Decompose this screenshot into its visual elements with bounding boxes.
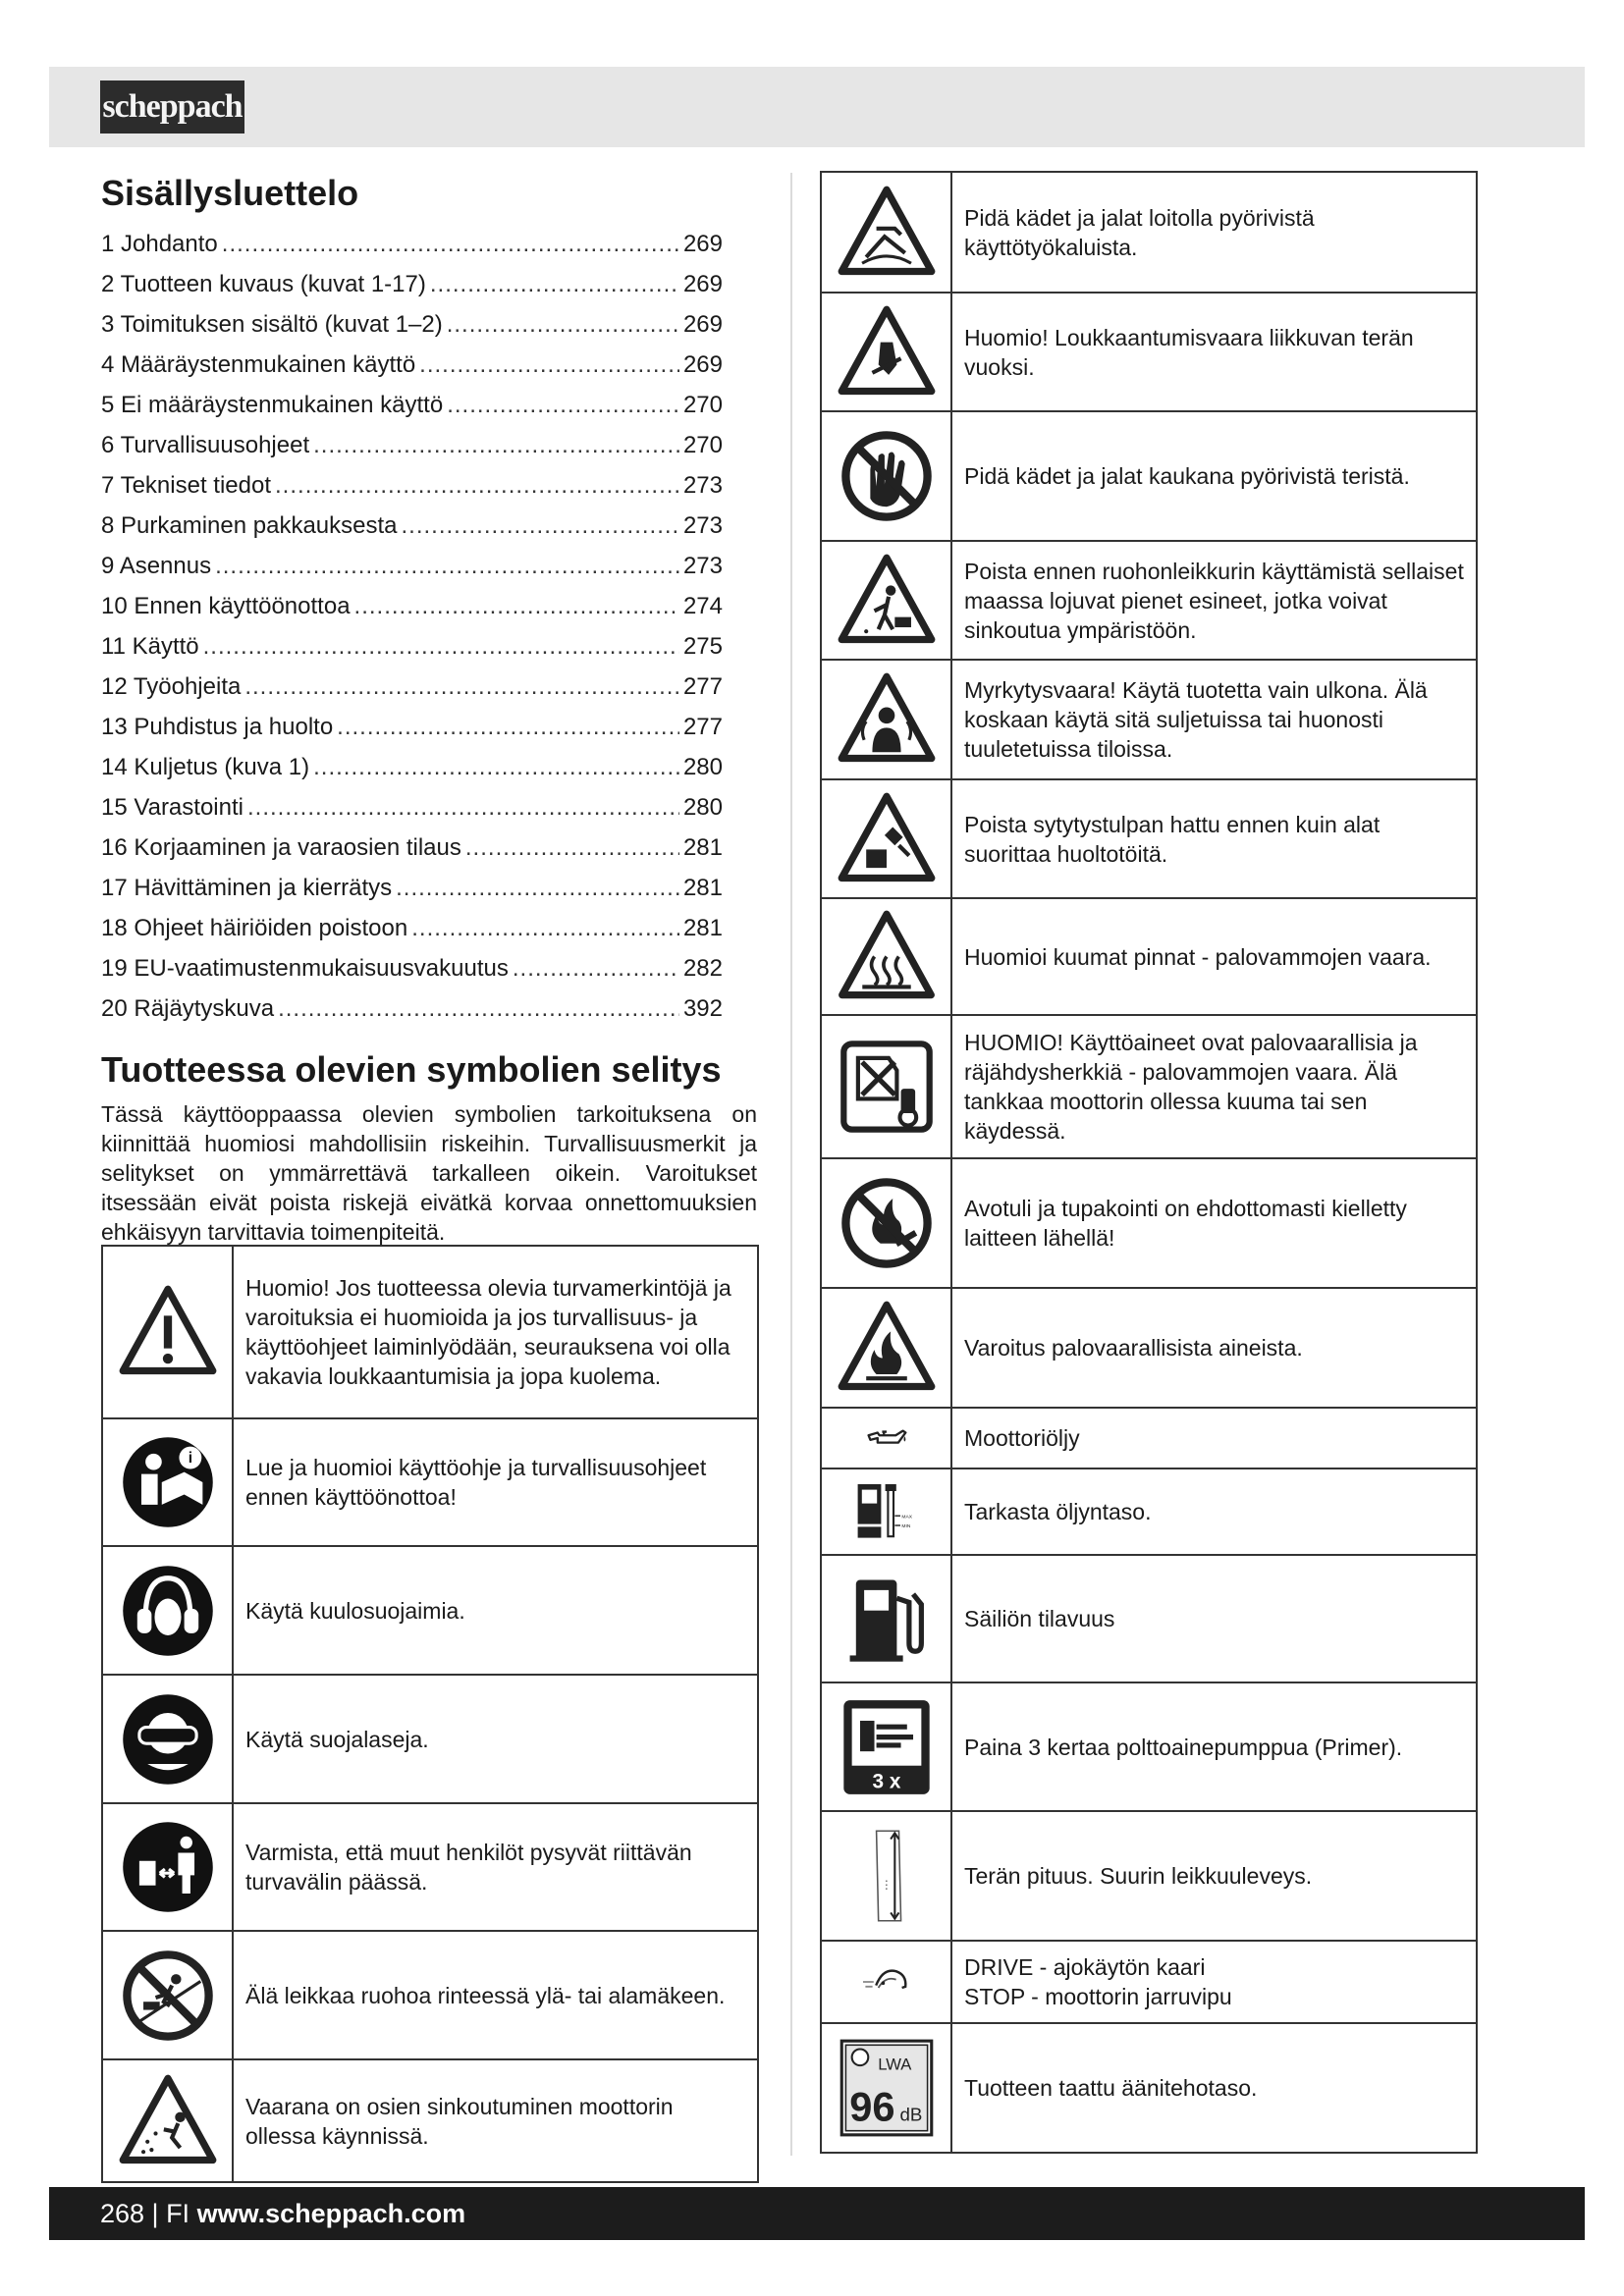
symbol-icon-cell xyxy=(821,660,951,779)
toc-item-title: 9 Asennus xyxy=(101,553,212,579)
flammable-icon xyxy=(836,1297,938,1399)
header-bar xyxy=(49,67,1585,147)
svg-text:3 x: 3 x xyxy=(872,1770,900,1793)
symbol-icon-cell xyxy=(821,779,951,898)
toc-item-title: 8 Purkaminen pakkauksesta xyxy=(101,512,398,539)
svg-text:96: 96 xyxy=(848,2083,895,2130)
toc-leader xyxy=(513,948,679,988)
toc-item xyxy=(101,345,723,385)
toc-item-page: 277 xyxy=(682,673,723,700)
toc-item-page: 392 xyxy=(682,995,723,1022)
toc-item-title: 14 Kuljetus (kuva 1) xyxy=(101,754,310,780)
toc-item xyxy=(101,667,723,707)
symbol-row xyxy=(821,1288,1477,1408)
symbol-description: Terän pituus. Suurin leikkuuleveys. xyxy=(951,1811,1477,1941)
footer-page: 268 | FI xyxy=(100,2199,197,2228)
symbol-row xyxy=(102,2059,758,2182)
symbol-row xyxy=(102,1418,758,1546)
remove-objects-icon xyxy=(836,550,938,652)
toxic-fumes-icon xyxy=(836,668,938,771)
symbol-description: Varoitus palovaarallisista aineista. xyxy=(951,1288,1477,1408)
toc-item-page: 273 xyxy=(682,553,723,579)
toc-item-title: 18 Ohjeet häiriöiden poistoon xyxy=(101,915,408,941)
symbol-description: Käytä suojalaseja. xyxy=(233,1675,758,1803)
symbol-row xyxy=(821,1468,1477,1555)
symbol-icon-cell xyxy=(102,1246,233,1418)
toc-item-page: 280 xyxy=(682,754,723,780)
toc-leader xyxy=(244,667,679,707)
symbol-row xyxy=(102,1803,758,1931)
toc-item-title: 5 Ei määräystenmukainen käyttö xyxy=(101,392,444,418)
toc-leader xyxy=(278,988,679,1029)
symbol-description: Pidä kädet ja jalat kaukana pyörivistä teristä. xyxy=(951,411,1477,541)
toc-item xyxy=(101,385,723,425)
toc-item-page: 269 xyxy=(682,311,723,338)
symbol-description: Huomio! Loukkaantumisvaara liikkuvan terän vuoksi. xyxy=(951,293,1477,411)
svg-text:▪ ▪ ▪: ▪ ▪ ▪ xyxy=(882,1880,890,1891)
symbol-row xyxy=(102,1246,758,1418)
toc-item xyxy=(101,425,723,465)
symbol-row xyxy=(821,779,1477,898)
symbol-icon-cell xyxy=(821,1682,951,1811)
footer-bar xyxy=(49,2187,1585,2240)
symbol-icon-cell xyxy=(102,2059,233,2182)
svg-text:MIN: MIN xyxy=(900,1524,910,1530)
toc-leader xyxy=(411,908,679,948)
symbol-icon-cell xyxy=(821,1158,951,1288)
toc-item xyxy=(101,546,723,586)
toc-item-title: 10 Ennen käyttöönottoa xyxy=(101,593,351,619)
symbols-table-left xyxy=(101,1245,759,2183)
symbol-description: Säiliön tilavuus xyxy=(951,1555,1477,1682)
toc-leader xyxy=(215,546,679,586)
safety-goggles-icon xyxy=(117,1688,219,1790)
toc-item-title: 13 Puhdistus ja huolto xyxy=(101,714,334,740)
symbol-description: Poista sytytystulpan hattu ennen kuin alat suorittaa huoltotöitä. xyxy=(951,779,1477,898)
symbol-description: Tarkasta öljyntaso. xyxy=(951,1468,1477,1555)
symbol-row xyxy=(821,898,1477,1015)
svg-text:LWA: LWA xyxy=(877,2055,911,2074)
toc-leader xyxy=(275,465,679,506)
symbol-description: Pidä kädet ja jalat loitolla pyörivistä käyttötyökaluista. xyxy=(951,172,1477,293)
symbol-row xyxy=(821,660,1477,779)
symbol-description: DRIVE - ajokäytön kaari STOP - moottorin jarruvipu xyxy=(951,1941,1477,2023)
symbol-icon-cell xyxy=(821,1555,951,1682)
toc-item-page: 269 xyxy=(682,351,723,378)
symbol-description: Moottoriöljy xyxy=(951,1408,1477,1468)
toc-item-title: 7 Tekniset tiedot xyxy=(101,472,272,499)
symbol-description: Älä leikkaa ruohoa rinteessä ylä- tai alamäkeen. xyxy=(233,1931,758,2059)
toc-item-title: 6 Turvallisuusohjeet xyxy=(101,432,310,458)
blade-length-icon xyxy=(836,1825,938,1927)
toc-item-title: 19 EU-vaatimustenmukaisuusvakuutus xyxy=(101,955,509,982)
primer-icon xyxy=(836,1696,938,1798)
spark-plug-icon xyxy=(836,788,938,890)
svg-text:dB: dB xyxy=(899,2104,922,2125)
symbol-description: Lue ja huomioi käyttöohje ja turvallisuusohjeet ennen käyttöönottoa! xyxy=(233,1418,758,1546)
toc-item-page: 269 xyxy=(682,271,723,297)
symbol-description: Poista ennen ruohonleikkurin käyttämistä sellaiset maassa lojuvat pienet esineet, jotka voivat sinkoutua ympäristöön. xyxy=(951,541,1477,660)
toc-item-page: 282 xyxy=(682,955,723,982)
no-hands-icon xyxy=(836,425,938,527)
symbol-row xyxy=(821,541,1477,660)
symbol-icon-cell xyxy=(821,1468,951,1555)
oil-dipstick-icon xyxy=(838,1477,936,1546)
symbol-row xyxy=(821,172,1477,293)
oil-can-icon xyxy=(833,1415,941,1461)
toc-item xyxy=(101,264,723,304)
symbol-icon-cell xyxy=(102,1931,233,2059)
toc-leader xyxy=(247,787,679,828)
toc-item-page: 269 xyxy=(682,231,723,257)
symbol-icon-cell xyxy=(821,1015,951,1158)
toc-item xyxy=(101,948,723,988)
toc-leader xyxy=(313,425,679,465)
toc-item-page: 273 xyxy=(682,472,723,499)
toc-item-title: 2 Tuotteen kuvaus (kuvat 1-17) xyxy=(101,271,426,297)
toc-item xyxy=(101,908,723,948)
toc-item-title: 17 Hävittäminen ja kierrätys xyxy=(101,875,393,901)
symbol-row xyxy=(821,293,1477,411)
column-divider xyxy=(790,173,792,2156)
toc-leader xyxy=(465,828,679,868)
toc-item xyxy=(101,988,723,1029)
toc-leader xyxy=(222,224,679,264)
symbols-table-right xyxy=(820,171,1478,2154)
toc-leader xyxy=(419,345,679,385)
moving-blade-warning-icon xyxy=(836,301,938,403)
toc-list xyxy=(101,224,723,1029)
toc-item-title: 12 Työohjeita xyxy=(101,673,242,700)
symbol-row xyxy=(102,1546,758,1675)
symbol-icon-cell xyxy=(821,172,951,293)
symbol-row xyxy=(821,1555,1477,1682)
toc-item-title: 3 Toimituksen sisältö (kuvat 1–2) xyxy=(101,311,443,338)
toc-item xyxy=(101,868,723,908)
symbols-intro: Tässä käyttöoppaassa olevien symbolien tarkoituksena on kiinnittää huomiosi mahdollisiin riskeihin. Turvallisuusmerkit ja selitykset on ymmärrettävä tarkalleen oikein. Varoitukset itsessään eivät poista riskejä eivätkä korvaa onnettomuuksien ehkäisyyn tarvittavia toimenpiteitä. xyxy=(101,1101,757,1245)
sound-power-icon xyxy=(836,2037,938,2139)
toc-item-title: 15 Varastointi xyxy=(101,794,244,821)
symbol-icon-cell xyxy=(102,1675,233,1803)
symbol-row xyxy=(821,1158,1477,1288)
toc-leader xyxy=(430,264,679,304)
toc-item xyxy=(101,304,723,345)
symbol-row xyxy=(102,1931,758,2059)
symbol-row xyxy=(821,411,1477,541)
read-manual-icon xyxy=(117,1431,219,1533)
symbol-description: Vaarana on osien sinkoutuminen moottorin ollessa käynnissä. xyxy=(233,2059,758,2182)
toc-item-title: 1 Johdanto xyxy=(101,231,218,257)
symbol-icon-cell xyxy=(821,1811,951,1941)
handle-bar-icon xyxy=(833,1952,941,2011)
toc-item xyxy=(101,224,723,264)
symbol-icon-cell xyxy=(821,2023,951,2153)
left-column xyxy=(101,167,759,1247)
symbol-icon-cell xyxy=(821,1941,951,2023)
toc-leader xyxy=(313,747,679,787)
svg-text:i: i xyxy=(188,1450,192,1468)
toc-leader xyxy=(396,868,679,908)
toc-leader xyxy=(203,626,679,667)
svg-text:MAX: MAX xyxy=(900,1515,912,1521)
toc-item-page: 281 xyxy=(682,834,723,861)
warning-triangle-icon xyxy=(117,1281,219,1383)
toc-item-page: 280 xyxy=(682,794,723,821)
symbol-icon-cell xyxy=(821,1408,951,1468)
toc-item-page: 270 xyxy=(682,392,723,418)
no-open-flame-icon xyxy=(836,1172,938,1274)
toc-item xyxy=(101,787,723,828)
symbol-description: Varmista, että muut henkilöt pysyvät riittävän turvavälin päässä. xyxy=(233,1803,758,1931)
symbol-icon-cell xyxy=(102,1418,233,1546)
symbol-row xyxy=(821,2023,1477,2153)
toc-item xyxy=(101,586,723,626)
toc-item-page: 275 xyxy=(682,633,723,660)
ear-protection-icon xyxy=(117,1560,219,1662)
toc-item xyxy=(101,707,723,747)
toc-leader xyxy=(402,506,679,546)
toc-item xyxy=(101,747,723,787)
symbol-icon-cell xyxy=(102,1546,233,1675)
toc-title: Sisällysluettelo xyxy=(101,173,359,213)
symbol-description: Käytä kuulosuojaimia. xyxy=(233,1546,758,1675)
toc-item-title: 16 Korjaaminen ja varaosien tilaus xyxy=(101,834,461,861)
symbol-description: Tuotteen taattu äänitehotaso. xyxy=(951,2023,1477,2153)
symbol-icon-cell xyxy=(821,898,951,1015)
brand-logo: scheppach xyxy=(100,80,244,133)
symbol-description: Avotuli ja tupakointi on ehdottomasti kielletty laitteen lähellä! xyxy=(951,1158,1477,1288)
symbol-icon-cell xyxy=(821,1288,951,1408)
symbol-row xyxy=(821,1682,1477,1811)
toc-item xyxy=(101,465,723,506)
symbol-icon-cell xyxy=(821,541,951,660)
ejected-parts-icon xyxy=(117,2070,219,2172)
symbol-row xyxy=(821,1408,1477,1468)
symbol-row xyxy=(102,1675,758,1803)
toc-leader xyxy=(354,586,679,626)
symbol-description: Myrkytysvaara! Käytä tuotetta vain ulkona. Älä koskaan käytä sitä suljetuissa tai huonosti tuuletetuissa tiloissa. xyxy=(951,660,1477,779)
symbol-icon-cell xyxy=(102,1803,233,1931)
toc-item-page: 270 xyxy=(682,432,723,458)
toc-item-title: 11 Käyttö xyxy=(101,633,199,660)
toc-leader xyxy=(447,304,679,345)
toc-item-title: 4 Määräystenmukainen käyttö xyxy=(101,351,416,378)
toc-item-page: 277 xyxy=(682,714,723,740)
toc-leader xyxy=(337,707,679,747)
symbol-description: Huomio! Jos tuotteessa olevia turvamerkintöjä ja varoituksia ei huomioida ja jos turvallisuus- ja käyttöohjeet laiminlyödään, seurauksena voi olla vakavia loukkaantumisia ja jopa kuolema. xyxy=(233,1246,758,1418)
symbol-row xyxy=(821,1015,1477,1158)
no-refuel-hot-icon xyxy=(836,1036,938,1138)
toc-item-page: 273 xyxy=(682,512,723,539)
symbol-row xyxy=(821,1811,1477,1941)
symbol-description: Huomioi kuumat pinnat - palovammojen vaara. xyxy=(951,898,1477,1015)
toc-leader xyxy=(447,385,679,425)
toc-item xyxy=(101,828,723,868)
no-slope-mowing-icon xyxy=(117,1945,219,2047)
toc-item-page: 281 xyxy=(682,915,723,941)
toc-item xyxy=(101,626,723,667)
toc-item xyxy=(101,506,723,546)
symbol-icon-cell xyxy=(821,293,951,411)
symbol-description: HUOMIO! Käyttöaineet ovat palovaarallisia ja räjähdysherkkiä - palovammojen vaara. Älä tankkaa moottorin ollessa kuuma tai sen käydessä. xyxy=(951,1015,1477,1158)
toc-item-title: 20 Räjäytyskuva xyxy=(101,995,275,1022)
symbol-icon-cell xyxy=(821,411,951,541)
keep-distance-icon xyxy=(117,1816,219,1918)
toc-item-page: 281 xyxy=(682,875,723,901)
symbol-description: Paina 3 kertaa polttoainepumppua (Primer). xyxy=(951,1682,1477,1811)
footer-url: www.scheppach.com xyxy=(196,2199,466,2228)
footer-text xyxy=(100,2187,465,2240)
symbols-title: Tuotteessa olevien symbolien selitys xyxy=(101,1049,722,1090)
fuel-pump-icon xyxy=(836,1568,938,1670)
toc-item-page: 274 xyxy=(682,593,723,619)
hot-surface-icon xyxy=(836,906,938,1007)
symbol-row xyxy=(821,1941,1477,2023)
rotating-tools-warning-icon xyxy=(836,182,938,284)
